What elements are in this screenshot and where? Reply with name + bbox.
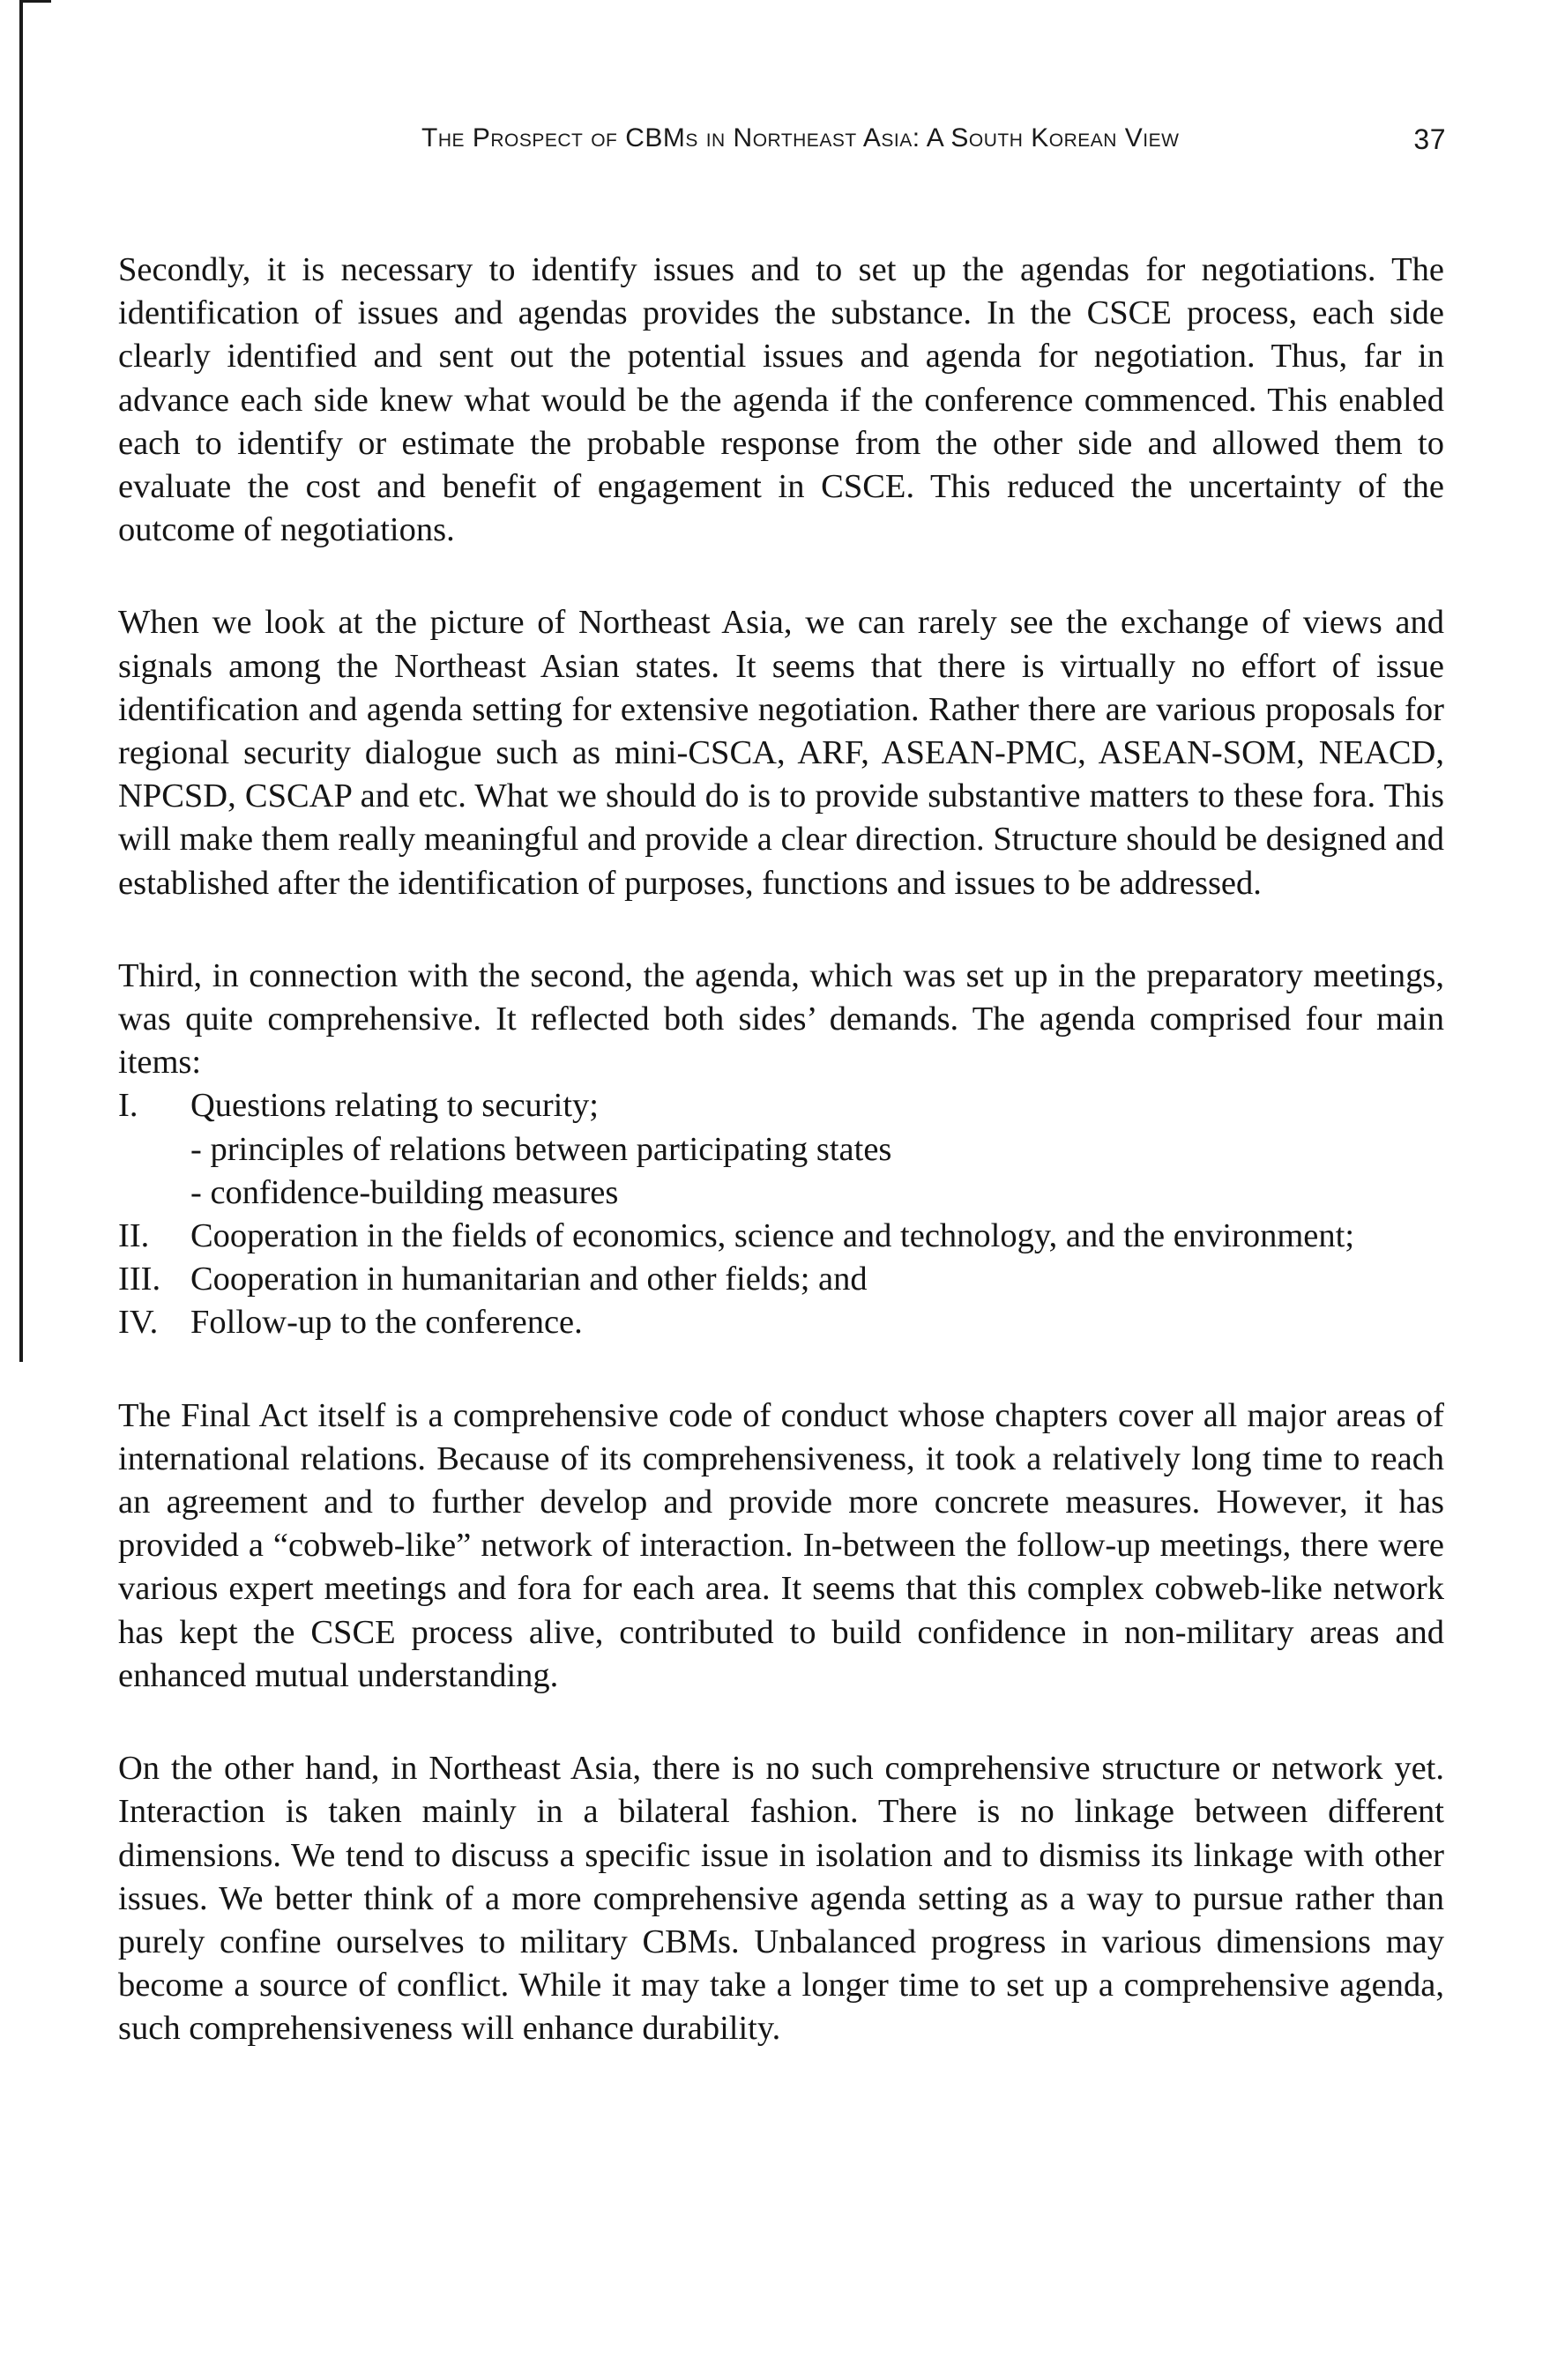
paragraph-northeast-asia-views: When we look at the picture of Northeast Asia, we can rarely see the exchange of views and signals among the Northeast Asian states. It seems that there is virtually no effort of issue identification and agenda setting for extensive negotiation. Rather there are various proposals for regional security dialogue such as mini-CSCA, ARF, ASEAN-PMC, ASEAN-SOM, NEACD, NPCSD, CSCAP and etc. What we should do is to provide substantive matters to these fora. This will make them really meaningful and provide a clear direction. Structure should be designed and established after the identification of purposes, functions and issues to be addressed.	[118, 604, 1444, 902]
running-title: The Prospect of CBMs in Northeast Asia: A South Korean View	[421, 123, 1180, 152]
agenda-subitem: - confidence-building measures	[190, 1173, 619, 1211]
agenda-subitem: - principles of relations between participating states	[190, 1130, 892, 1168]
paragraph-agendas: Secondly, it is necessary to identify issues and to set up the agendas for negotiations. The identification of issues and agendas provides the substance. In the CSCE process, each side clearly identified and sent out the potential issues and agenda for negotiation. Thus, far in advance each side knew what would be the agenda if the conference commenced. This enabled each to identify or estimate the probable response from the other side and allowed them to evaluate the cost and benefit of engagement in CSCE. This reduced the uncertainty of the outcome of negotiations.	[118, 251, 1444, 549]
agenda-item-humanitarian	[118, 1258, 1444, 1301]
agenda-text	[190, 1084, 1444, 1215]
agenda-text: Follow-up to the conference.	[190, 1304, 583, 1342]
page-edge-tick	[19, 0, 51, 3]
agenda-main-text: Questions relating to security;	[190, 1087, 599, 1125]
agenda-item-security	[118, 1084, 1444, 1215]
page-number: 37	[1413, 123, 1446, 155]
agenda-numeral: IV.	[118, 1304, 159, 1342]
agenda-numeral: I.	[118, 1087, 138, 1125]
page-body	[118, 249, 1444, 2051]
paragraph-northeast-asia-structure: On the other hand, in Northeast Asia, there is no such comprehensive structure or network yet. Interaction is taken mainly in a bilateral fashion. There is no linkage between different dimensions. We tend to discuss a specific issue in isolation and to dismiss its linkage with other issues. We better think of a more comprehensive agenda setting as a way to pursue rather than purely confine ourselves to military CBMs. Unbalanced progress in various dimensions may become a source of conflict. While it may take a longer time to set up a comprehensive agenda, such comprehensiveness will enhance durability.	[118, 1750, 1444, 2048]
agenda-item-follow-up	[118, 1301, 1444, 1344]
paragraph-comprehensive-agenda: Third, in connection with the second, the agenda, which was set up in the preparatory meetings, was quite comprehensive. It reflected both sides’ demands. The agenda comprised four main items:	[118, 956, 1444, 1082]
agenda-text: Cooperation in humanitarian and other fields; and	[190, 1261, 868, 1298]
agenda-item-economics	[118, 1215, 1444, 1258]
running-header	[421, 123, 1446, 159]
paragraph-final-act: The Final Act itself is a comprehensive code of conduct whose chapters cover all major areas of international relations. Because of its comprehensiveness, it took a relatively long time to reach an agreement and to further develop and provide more concrete measures. However, it has provided a “cobweb-like” network of interaction. In-between the follow-up meetings, there were various expert meetings and fora for each area. It seems that this complex cobweb-like network has kept the CSCE process alive, contributed to build confidence in non-military areas and enhanced mutual understanding.	[118, 1396, 1444, 1694]
agenda-numeral: II.	[118, 1217, 150, 1255]
agenda-numeral: III.	[118, 1261, 161, 1298]
page-edge-line	[19, 0, 23, 1362]
agenda-text: Cooperation in the fields of economics, science and technology, and the environment;	[190, 1217, 1355, 1255]
